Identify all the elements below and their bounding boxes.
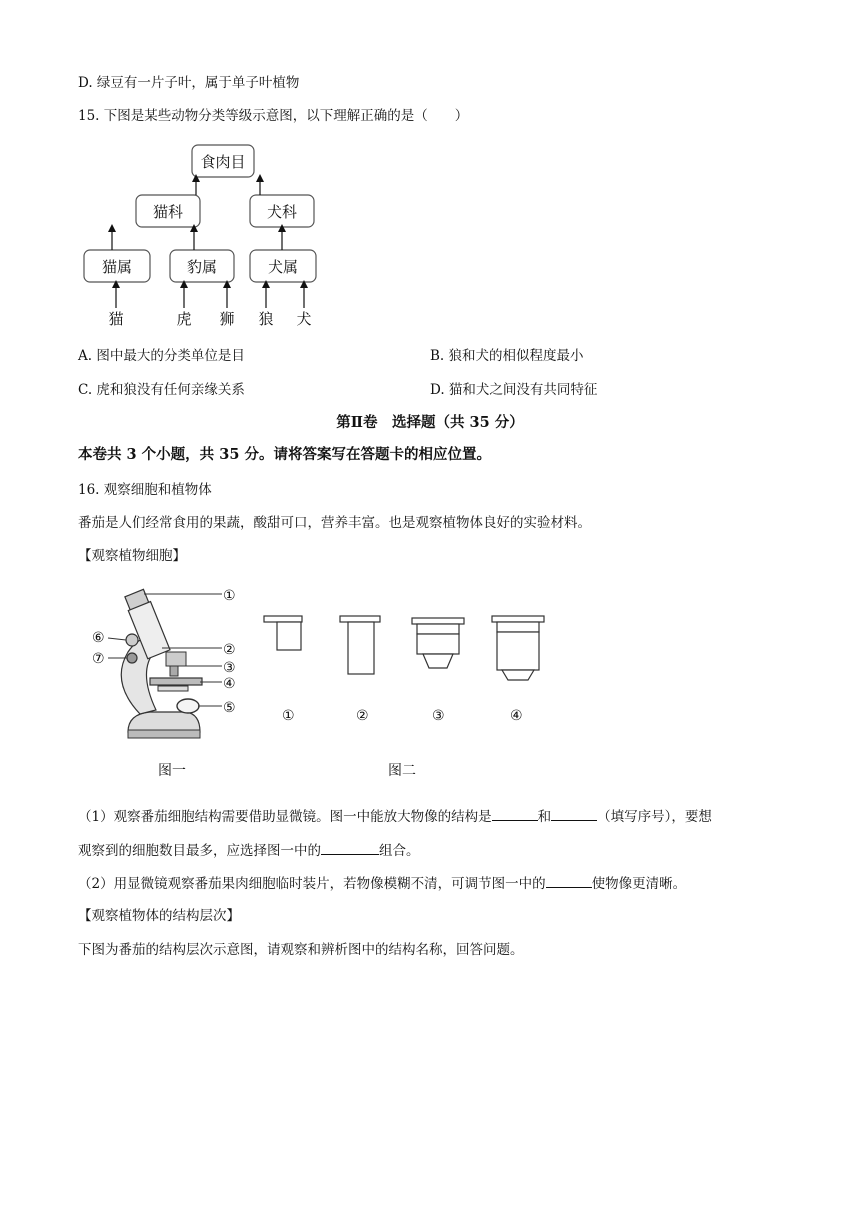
q15-option-d: D. 猫和犬之间没有共同特征 — [430, 382, 598, 398]
order-label: 食肉目 — [200, 153, 246, 171]
family-label: 犬科 — [266, 203, 298, 221]
q16-part2-text-b: 使物像更清晰。 — [591, 876, 687, 892]
marker-5: ⑤ — [223, 700, 236, 716]
objective-long — [492, 616, 544, 680]
marker-1: ① — [223, 588, 236, 604]
stage — [150, 678, 202, 685]
q15-stem: 15. 下图是某些动物分类等级示意图，以下理解正确的是（ ） — [78, 108, 469, 124]
classification-diagram — [78, 140, 338, 332]
q16-part1-text-c: 观察到的细胞数目最多，应选择图一中的 — [78, 843, 321, 859]
q16-subheading-cell: 【观察植物细胞】 — [78, 548, 186, 564]
species-label: 猫 — [108, 310, 124, 328]
genus-label: 猫属 — [101, 258, 133, 276]
q16-title: 16. 观察细胞和植物体 — [78, 482, 212, 498]
answer-blank[interactable] — [492, 806, 538, 821]
fine-knob — [127, 653, 137, 663]
marker-3: ③ — [223, 660, 236, 676]
q16-subheading-structure: 【观察植物体的结构层次】 — [78, 908, 240, 924]
q16-part1-line2 — [78, 840, 420, 861]
answer-blank[interactable] — [321, 840, 379, 855]
q16-part1-text-d: 组合。 — [379, 843, 420, 859]
answer-blank[interactable] — [551, 806, 597, 821]
section-title: 第Ⅱ卷 选择题（共 35 分） — [336, 414, 524, 431]
q16-part2 — [78, 873, 686, 894]
q16-part1-and: 和 — [537, 809, 552, 825]
microscope-base — [128, 712, 200, 732]
marker-4: ④ — [223, 676, 236, 692]
lens-label-1: ① — [282, 708, 295, 724]
q14-option-d: D. 绿豆有一片子叶，属于单子叶植物 — [78, 75, 300, 91]
mirror — [177, 699, 199, 713]
q15-option-b: B. 狼和犬的相似程度最小 — [430, 348, 584, 364]
figure-1-caption: 图一 — [158, 763, 186, 779]
section-instruction: 本卷共 3 个小题，共 35 分。请将答案写在答题卡的相应位置。 — [78, 446, 491, 463]
genus-label: 犬属 — [267, 258, 299, 276]
q16-part1-text-b: （填写序号），要想 — [597, 809, 712, 825]
marker-2: ② — [223, 642, 236, 658]
q16-intro: 番茄是人们经常食用的果蔬，酸甜可口，营养丰富。也是观察植物体良好的实验材料。 — [78, 515, 591, 531]
eyepiece-long — [340, 616, 380, 674]
lens-label-3: ③ — [432, 708, 445, 724]
q16-last-line: 下图为番茄的结构层次示意图，请观察和辨析图中的结构名称，回答问题。 — [78, 942, 524, 958]
species-label: 狮 — [219, 310, 235, 328]
family-label: 猫科 — [152, 203, 184, 221]
q16-part1-line1 — [78, 806, 712, 827]
lens-label-4: ④ — [510, 708, 523, 724]
genus-label: 豹属 — [186, 258, 218, 276]
marker-7: ⑦ — [92, 651, 105, 667]
coarse-knob — [126, 634, 138, 646]
marker-6: ⑥ — [92, 630, 105, 646]
eyepiece-short — [264, 616, 302, 650]
species-label: 虎 — [176, 310, 192, 328]
figure-2-caption: 图二 — [388, 763, 416, 779]
q16-part1-text-a: （1）观察番茄细胞结构需要借助显微镜。图一中能放大物像的结构是 — [78, 809, 492, 825]
microscope-figure — [88, 582, 248, 750]
q15-option-c: C. 虎和狼没有任何亲缘关系 — [78, 382, 245, 398]
lenses-figure — [260, 608, 550, 728]
q16-part2-text-a: （2）用显微镜观察番茄果肉细胞临时装片，若物像模糊不清，可调节图一中的 — [78, 876, 546, 892]
species-label: 犬 — [296, 310, 312, 328]
q15-option-a: A. 图中最大的分类单位是目 — [78, 348, 245, 364]
objective-short — [412, 618, 464, 668]
species-label: 狼 — [258, 310, 274, 328]
lens-label-2: ② — [356, 708, 369, 724]
answer-blank[interactable] — [546, 873, 592, 888]
